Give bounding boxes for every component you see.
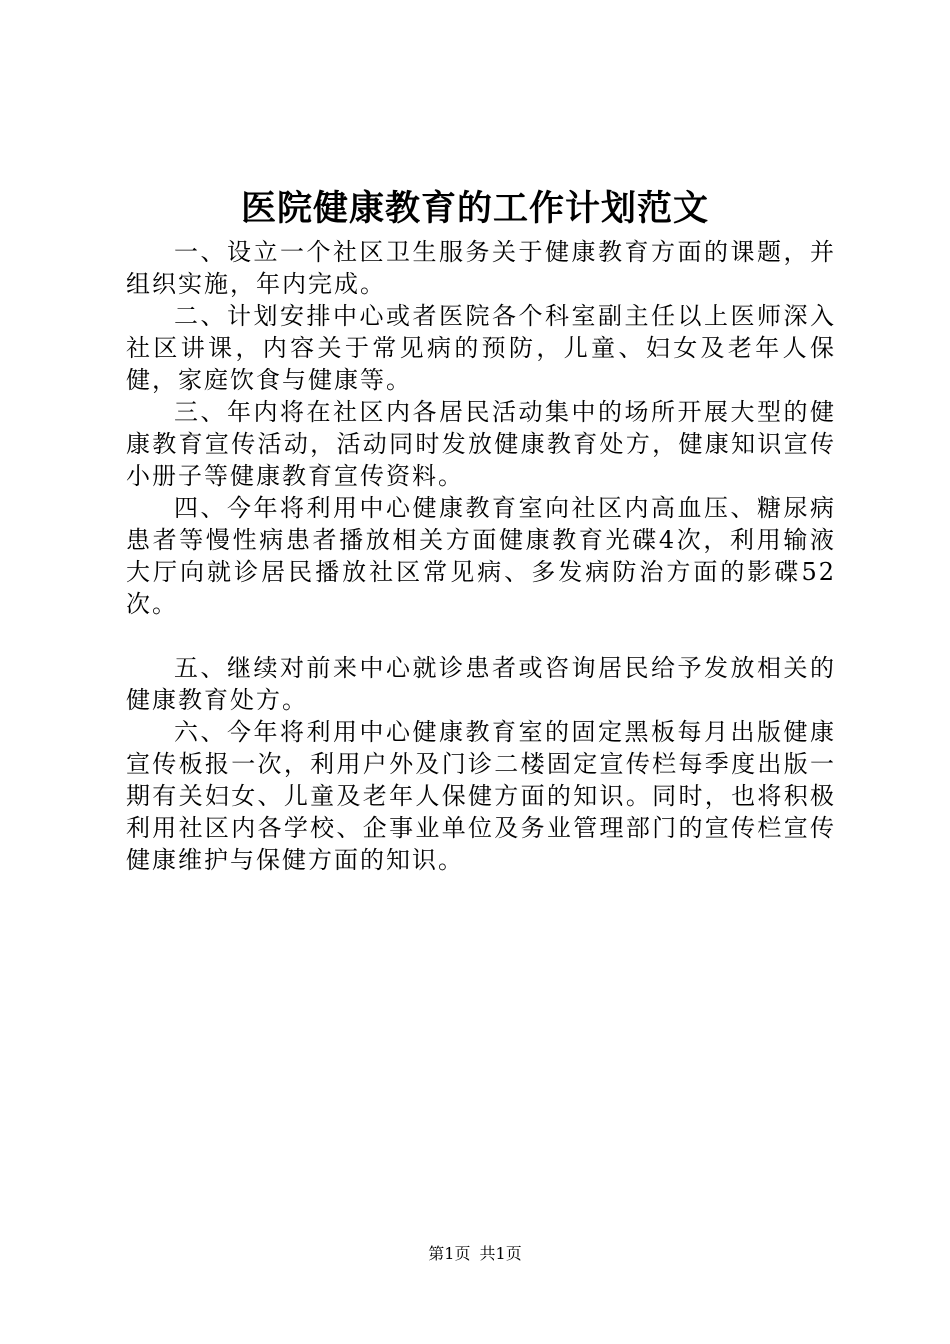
page-title: 医院健康教育的工作计划范文 [240,188,709,229]
paragraph-5: 五、继续对前来中心就诊患者或咨询居民给予发放相关的健康教育处方。 [126,654,836,714]
paragraph-4: 四、今年将利用中心健康教育室向社区内高血压、糖尿病患者等慢性病患者播放相关方面健康教育光碟4次，利用输液大厅向就诊居民播放社区常见病、多发病防治方面的影碟52次。 [126,494,836,618]
paragraph-6: 六、今年将利用中心健康教育室的固定黑板每月出版健康宣传板报一次，利用户外及门诊二楼固定宣传栏每季度出版一期有关妇女、儿童及老年人保健方面的知识。同时，也将积极利用社区内各学校、企事业单位及务业管理部门的宣传栏宣传健康维护与保健方面的知识。 [126,718,836,874]
paragraph-1: 一、设立一个社区卫生服务关于健康教育方面的课题，并组织实施，年内完成。 [126,238,836,298]
page-number-total: 共1页 [479,1244,522,1263]
page-number-current: 第1页 [428,1244,471,1263]
document-body [126,236,836,876]
paragraph-3: 三、年内将在社区内各居民活动集中的场所开展大型的健康教育宣传活动，活动同时发放健康教育处方，健康知识宣传小册子等健康教育宣传资料。 [126,398,836,490]
page-footer [0,1243,950,1265]
paragraph-2: 二、计划安排中心或者医院各个科室副主任以上医师深入社区讲课，内容关于常见病的预防，儿童、妇女及老年人保健，家庭饮食与健康等。 [126,302,836,394]
